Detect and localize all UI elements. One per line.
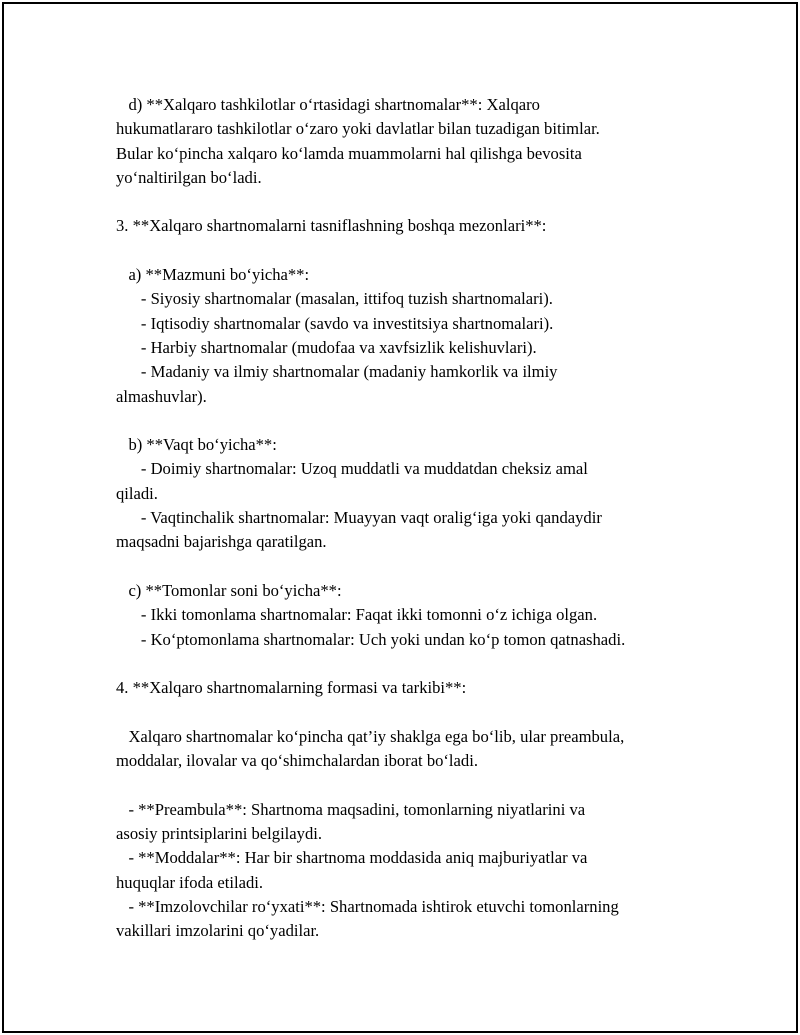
blank-line	[116, 409, 696, 433]
blank-line	[116, 652, 696, 676]
list-item: - Siyosiy shartnomalar (masalan, ittifoq tuzish shartnomalari).	[116, 289, 553, 309]
blank-line	[116, 700, 696, 724]
text-line: d) **Xalqaro tashkilotlar o‘rtasidagi shartnomalar**: Xalqaro	[116, 95, 540, 114]
list-item: - Ikki tomonlama shartnomalar: Faqat ikki tomonni o‘z ichiga olgan.	[116, 605, 598, 625]
text-line: asosiy printsiplarini belgilaydi.	[116, 823, 323, 843]
text-line: Xalqaro shartnomalar ko‘pincha qat’iy shaklga ega bo‘lib, ular preambula,	[116, 726, 625, 746]
text-line: qiladi.	[116, 483, 158, 503]
list-item: - **Imzolovchilar ro‘yxati**: Shartnomada ishtirok etuvchi tomonlarning	[116, 896, 619, 916]
list-item: - Iqtisodiy shartnomalar (savdo va investitsiya shartnomalari).	[116, 313, 554, 333]
subsection-heading-a: a) **Mazmuni bo‘yicha**:	[116, 265, 310, 285]
text-line: almashuvlar).	[116, 386, 207, 406]
text-line: huquqlar ifoda etiladi.	[116, 872, 263, 892]
list-item: - **Preambula**: Shartnoma maqsadini, tomonlarning niyatlarini va	[116, 799, 586, 819]
text-line: hukumatlararo tashkilotlar o‘zaro yoki davlatlar bilan tuzadigan bitimlar.	[116, 119, 600, 139]
blank-line	[116, 190, 696, 214]
blank-line	[116, 239, 696, 263]
subsection-heading-c: c) **Tomonlar soni bo‘yicha**:	[116, 580, 342, 600]
text-line: maqsadni bajarishga qaratilgan.	[116, 532, 327, 552]
list-item: - Doimiy shartnomalar: Uzoq muddatli va muddatdan cheksiz amal	[116, 459, 588, 479]
list-item: - Madaniy va ilmiy shartnomalar (madaniy hamkorlik va ilmiy	[116, 362, 558, 382]
list-item: - Ko‘ptomonlama shartnomalar: Uch yoki undan ko‘p tomon qatnashadi.	[116, 629, 626, 649]
text-line: Bular ko‘pincha xalqaro ko‘lamda muammolarni hal qilishga bevosita	[116, 143, 582, 163]
text-line: vakillari imzolarini qo‘yadilar.	[116, 921, 320, 941]
subsection-heading-b: b) **Vaqt bo‘yicha**:	[116, 435, 277, 455]
section-heading-4: 4. **Xalqaro shartnomalarning formasi va tarkibi**:	[116, 678, 467, 698]
text-line: yo‘naltirilgan bo‘ladi.	[116, 167, 262, 187]
list-item: - Vaqtinchalik shartnomalar: Muayyan vaqt oralig‘iga yoki qandaydir	[116, 508, 602, 528]
list-item: - Harbiy shartnomalar (mudofaa va xavfsizlik kelishuvlari).	[116, 337, 537, 357]
section-heading-3: 3. **Xalqaro shartnomalarni tasniflashning boshqa mezonlari**:	[116, 216, 547, 236]
list-item: - **Moddalar**: Har bir shartnoma moddasida aniq majburiyatlar va	[116, 848, 588, 868]
blank-line	[116, 773, 696, 797]
document-body	[116, 93, 696, 943]
text-line: moddalar, ilovalar va qo‘shimchalardan iborat bo‘ladi.	[116, 751, 478, 771]
blank-line	[116, 555, 696, 579]
